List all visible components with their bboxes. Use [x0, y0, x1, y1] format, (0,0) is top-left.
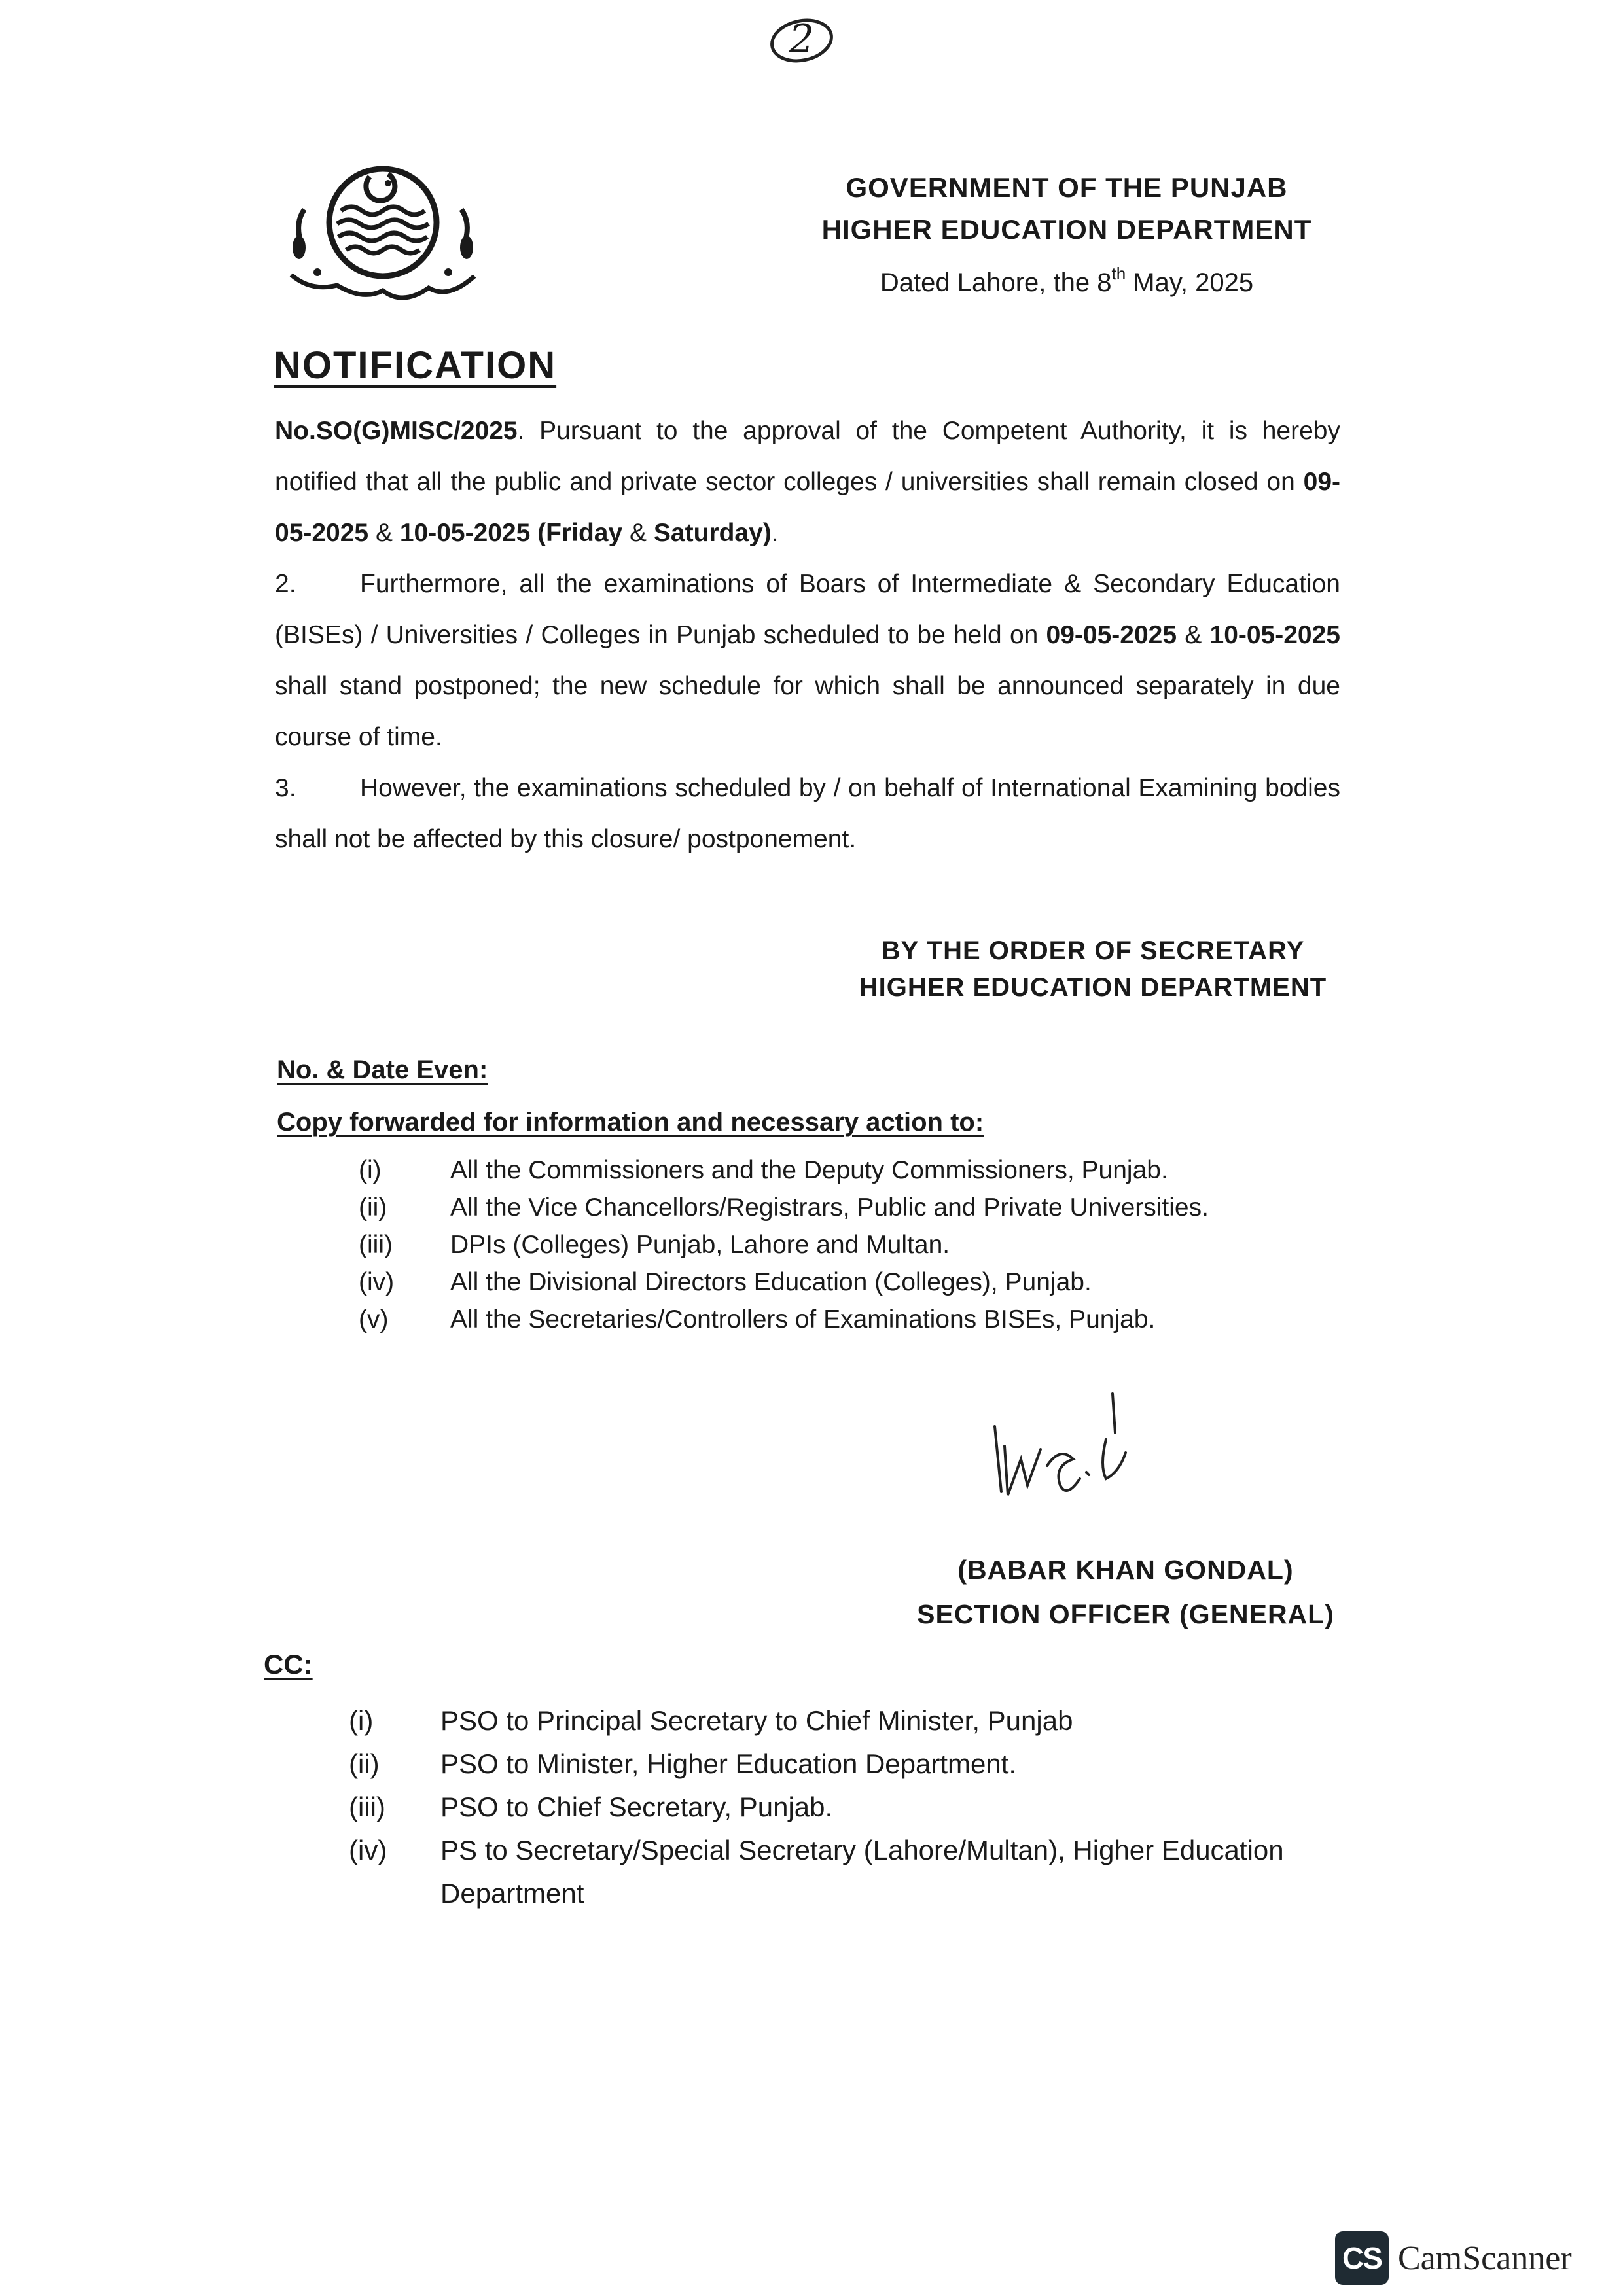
no-date-even: No. & Date Even: — [277, 1055, 488, 1084]
forward-list — [359, 1152, 1209, 1338]
list-item-number: (iv) — [359, 1267, 395, 1296]
punjab-emblem-icon — [278, 150, 488, 301]
list-item-number: (ii) — [349, 1748, 380, 1779]
list-item-text: All the Divisional Directors Education (Colleges), Punjab. — [450, 1267, 1092, 1296]
signer-name: (BABAR KHAN GONDAL) — [957, 1555, 1294, 1585]
list-item-number: (iv) — [349, 1835, 387, 1865]
paragraph-3-text: However, the examinations scheduled by / on behalf of International Examining bodies shall not be affected by this closure/ postponement. — [275, 774, 1340, 853]
notification-body — [275, 406, 1340, 865]
list-item-number: (v) — [359, 1305, 389, 1333]
paragraph-1-end: . — [771, 519, 779, 547]
page-number — [766, 13, 838, 65]
list-item-text: All the Commissioners and the Deputy Commissioners, Punjab. — [450, 1156, 1168, 1184]
list-item — [359, 1152, 1209, 1189]
letterhead — [753, 167, 1381, 306]
paragraph-3-number: 3. — [275, 774, 296, 802]
dated-prefix: Dated Lahore, the 8 — [880, 268, 1112, 297]
dated-superscript: th — [1111, 264, 1126, 283]
closure-day-2: Saturday) — [653, 519, 772, 547]
order-block — [805, 932, 1381, 1006]
list-item-text: PSO to Principal Secretary to Chief Minister, Punjab — [440, 1705, 1073, 1736]
list-item-number: (ii) — [359, 1193, 387, 1222]
list-item — [359, 1189, 1209, 1226]
paragraph-1-text: . Pursuant to the approval of the Competent Authority, it is hereby notified that all the public and private sector colleges / universities shall remain closed on — [275, 417, 1340, 496]
signer-block — [870, 1547, 1381, 1636]
copy-forwarded-heading: Copy forwarded for information and necessary action to: — [277, 1108, 984, 1137]
list-item-number: (iii) — [349, 1792, 385, 1822]
amp-1: & — [368, 519, 400, 547]
list-item-text: All the Secretaries/Controllers of Examinations BISEs, Punjab. — [450, 1305, 1156, 1333]
postponed-date-1: 09-05-2025 — [1046, 621, 1177, 649]
paragraph-2-number: 2. — [275, 570, 296, 598]
list-item — [359, 1226, 1209, 1263]
closure-date-1: 09-05-2025 — [275, 468, 1340, 547]
list-item-text: PSO to Minister, Higher Education Department. — [440, 1748, 1017, 1779]
paragraph-1 — [275, 406, 1340, 559]
postponed-date-2: 10-05-2025 — [1209, 621, 1340, 649]
list-item — [349, 1699, 1350, 1742]
list-item — [359, 1301, 1209, 1338]
page-number-text: 2 — [789, 16, 815, 62]
amp-3: & — [1177, 621, 1210, 649]
signer-designation: SECTION OFFICER (GENERAL) — [917, 1599, 1334, 1629]
cc-list — [349, 1699, 1350, 1915]
camscanner-watermark — [1335, 2231, 1572, 2285]
reference-block — [277, 1044, 984, 1148]
notification-reference: No.SO(G)MISC/2025 — [275, 417, 518, 445]
closure-day-1: (Friday — [530, 519, 623, 547]
list-item — [349, 1742, 1350, 1786]
paragraph-2 — [275, 559, 1340, 763]
dated-suffix: May, 2025 — [1126, 268, 1254, 297]
amp-2: & — [622, 519, 654, 547]
paragraph-2-text: Furthermore, all the examinations of Boars of Intermediate & Secondary Education (BISEs) / Universities / Colleges in Punjab scheduled to be held on — [275, 570, 1340, 649]
order-line-2: HIGHER EDUCATION DEPARTMENT — [859, 973, 1327, 1002]
paragraph-2-text-end: shall stand postponed; the new schedule for which shall be announced separately in due course of time. — [275, 672, 1340, 751]
department-name: HIGHER EDUCATION DEPARTMENT — [821, 214, 1312, 245]
cc-label: CC: — [264, 1649, 313, 1680]
list-item-number: (i) — [349, 1705, 374, 1736]
government-name: GOVERNMENT OF THE PUNJAB — [846, 172, 1288, 203]
list-item — [359, 1263, 1209, 1301]
handwritten-signature-icon — [982, 1387, 1243, 1525]
notification-title: NOTIFICATION — [274, 344, 557, 387]
list-item-text: All the Vice Chancellors/Registrars, Public and Private Universities. — [450, 1193, 1209, 1222]
dated-line — [753, 251, 1381, 306]
list-item-text: PSO to Chief Secretary, Punjab. — [440, 1792, 833, 1822]
camscanner-logo-icon: CS — [1335, 2231, 1389, 2285]
list-item-text: DPIs (Colleges) Punjab, Lahore and Multan. — [450, 1230, 950, 1259]
camscanner-text: CamScanner — [1398, 2239, 1572, 2277]
paragraph-3 — [275, 763, 1340, 865]
order-line-1: BY THE ORDER OF SECRETARY — [881, 936, 1305, 965]
list-item — [349, 1786, 1350, 1829]
list-item-number: (iii) — [359, 1230, 393, 1259]
list-item-text: PS to Secretary/Special Secretary (Lahore/Multan), Higher Education Department — [440, 1835, 1284, 1909]
closure-date-2: 10-05-2025 — [399, 519, 531, 547]
list-item-number: (i) — [359, 1156, 382, 1184]
list-item — [349, 1829, 1350, 1915]
